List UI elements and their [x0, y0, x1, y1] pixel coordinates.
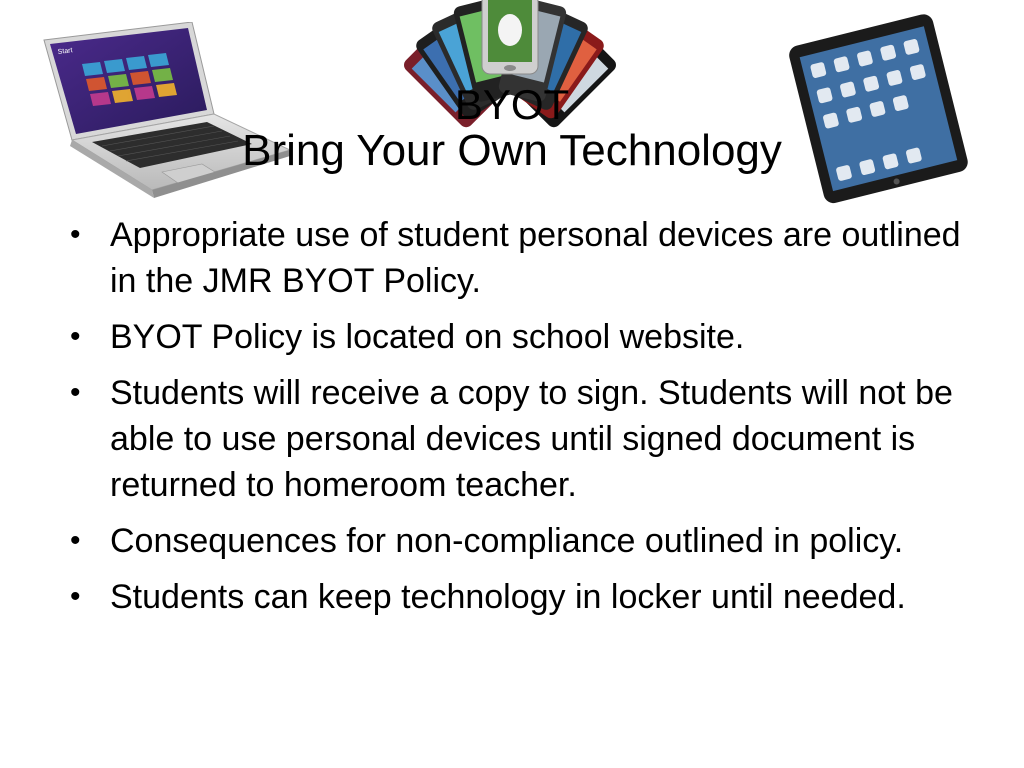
bullet-dot: • [70, 376, 81, 409]
bullet-text: Students can keep technology in locker until needed. [110, 578, 906, 616]
bullet-dot: • [70, 218, 81, 251]
bullet-text: Students will receive a copy to sign. Students will not be able to use personal devices until signed document is returned to homeroom teacher. [110, 374, 953, 504]
bullet-dot: • [70, 524, 81, 557]
title-line-1: BYOT [454, 81, 570, 128]
bullet-text: Appropriate use of student personal devices are outlined in the JMR BYOT Policy. [110, 216, 961, 300]
bullet-dot: • [70, 580, 81, 613]
title-line-2: Bring Your Own Technology [242, 126, 782, 175]
bullet-item [70, 574, 990, 620]
bullet-text: Consequences for non-compliance outlined in policy. [110, 522, 904, 560]
slide-title [0, 82, 1024, 174]
bullet-item [70, 314, 990, 360]
bullet-item [70, 370, 990, 508]
bullet-item [70, 518, 990, 564]
bullet-dot: • [70, 320, 81, 353]
bullet-text: BYOT Policy is located on school website. [110, 318, 745, 356]
bullet-list [70, 212, 990, 630]
svg-text:Start: Start [57, 47, 73, 56]
bullet-item [70, 212, 990, 304]
